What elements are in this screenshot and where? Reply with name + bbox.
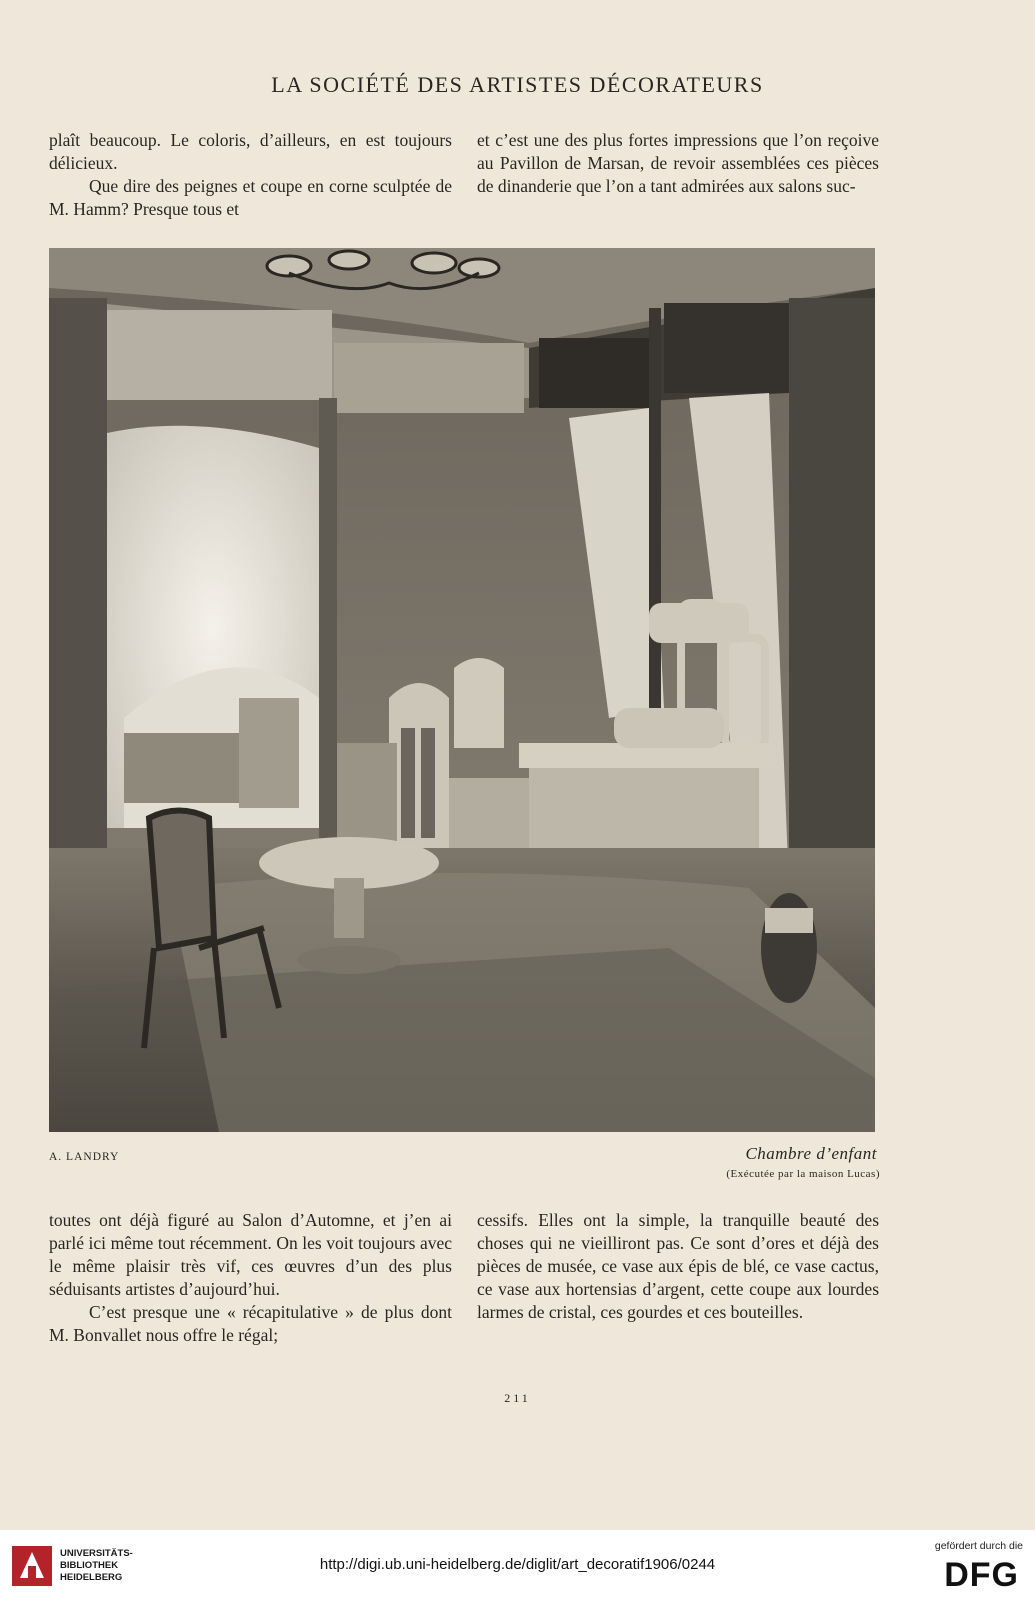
paragraph: toutes ont déjà figuré au Salon d’Automne, et j’en ai parlé ici même tout récemment. On les voit toujours avec le même plaisir très vif, ces œuvres d’un des plus séduisants artistes d’aujourd’hui.	[49, 1210, 452, 1299]
dfg-logo: DFG	[944, 1556, 1019, 1594]
photograph-childs-bedroom	[49, 248, 875, 1132]
figure-subcaption: (Exécutée par la maison Lucas)	[726, 1168, 880, 1180]
text-column-bottom-left	[49, 1209, 452, 1347]
text-column-top-left	[49, 129, 452, 221]
text-column-top-right	[477, 129, 879, 198]
paragraph: cessifs. Elles ont la simple, la tranquille beauté des choses qui ne vieilliront pas. Ce sont d’ores et déjà des pièces de musée, ce vase aux épis de blé, ce vase cactus, ce vase aux hortensias d’argent, cette coupe aux lourdes larmes de cristal, ces gourdes et ces bouteilles.	[477, 1210, 879, 1322]
funding-label: gefördert durch die	[934, 1540, 1023, 1552]
bedroom-photo-illustration	[49, 248, 875, 1132]
figure-caption: Chambre d’enfant	[745, 1144, 877, 1163]
running-header: LA SOCIÉTÉ DES ARTISTES DÉCORATEURS	[271, 72, 764, 97]
document-url-link[interactable]: http://digi.ub.uni-heidelberg.de/diglit/art_decoratif1906/0244	[319, 1556, 716, 1573]
paragraph: Que dire des peignes et coupe en corne sculptée de M. Hamm? Presque tous et	[49, 176, 452, 219]
paragraph: et c’est une des plus fortes impressions que l’on reçoive au Pavillon de Marsan, de revoir assemblées ces pièces de dinanderie que l’on a tant admirées aux salons suc-	[477, 130, 879, 196]
paragraph: C’est presque une « récapitulative » de plus dont M. Bonvallet nous offre le régal;	[49, 1302, 452, 1345]
photo-credit: A. LANDRY	[49, 1151, 120, 1163]
paragraph: plaît beaucoup. Le coloris, d’ailleurs, en est toujours délicieux.	[49, 130, 452, 173]
page-number: 211	[504, 1391, 531, 1405]
institution-name: UNIVERSITÄTS- BIBLIOTHEK HEIDELBERG	[60, 1548, 133, 1583]
viewer-footer	[0, 1530, 1035, 1604]
text-column-bottom-right	[477, 1209, 879, 1324]
